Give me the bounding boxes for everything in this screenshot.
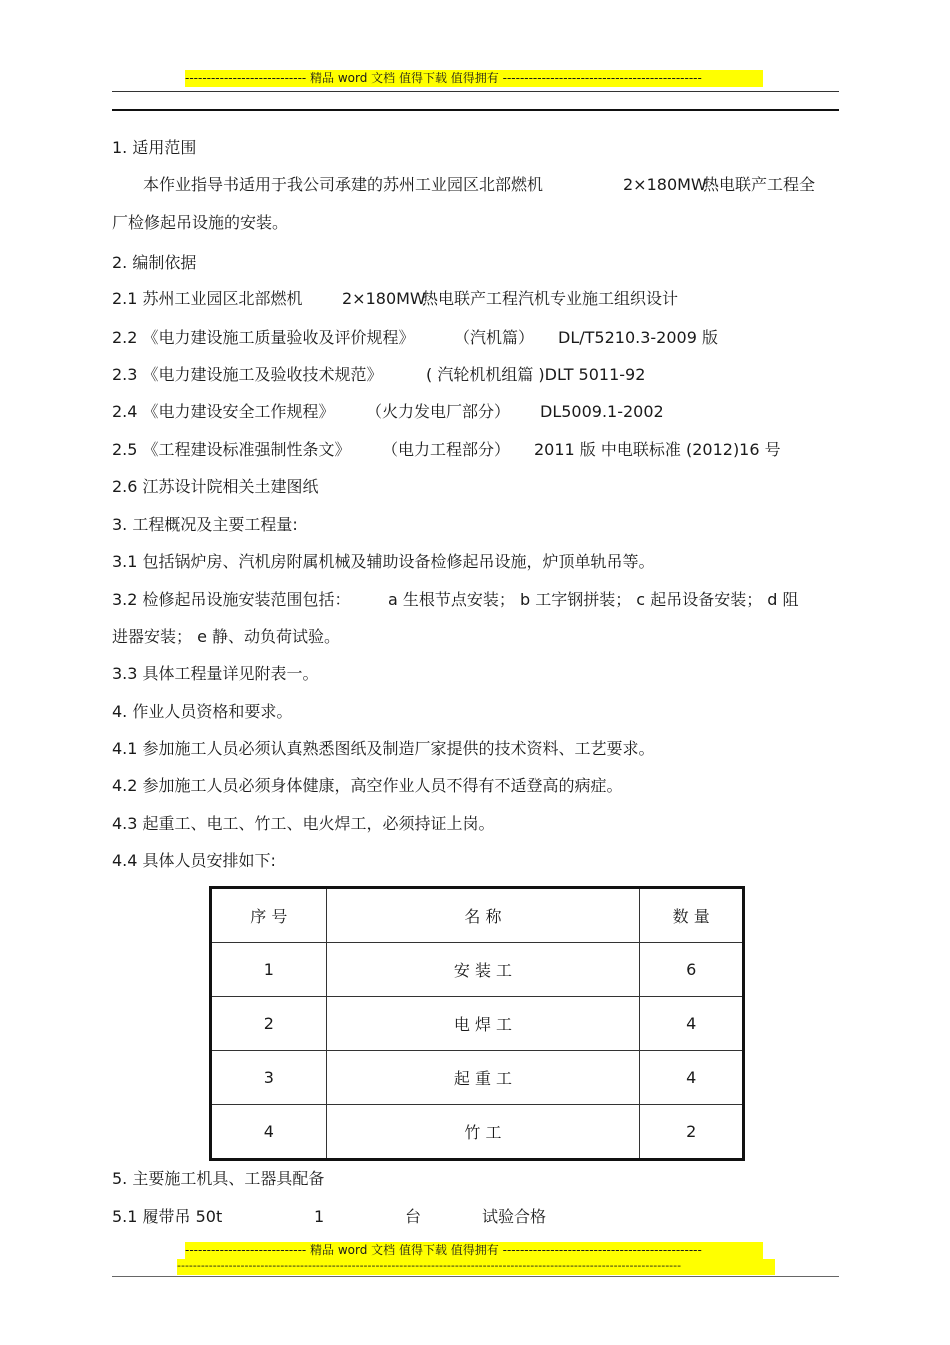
item-3-2-continued: 进器安装； e 静、动负荷试验。 <box>112 627 341 646</box>
item-4-1: 4.1 参加施工人员必须认真熟悉图纸及制造厂家提供的技术资料、工艺要求。 <box>112 739 655 758</box>
table-row <box>211 1105 744 1160</box>
item-4-3: 4.3 起重工、电工、竹工、电火焊工，必须持证上岗。 <box>112 814 495 833</box>
table-row <box>211 997 744 1051</box>
table-cell: 2 <box>211 997 327 1051</box>
table-cell: 起 重 工 <box>326 1051 640 1105</box>
text-segment: ( 汽轮机机组篇 )DLT 5011-92 <box>426 365 646 384</box>
item-3-3: 3.3 具体工程量详见附表一。 <box>112 664 319 683</box>
header-rule-thin <box>112 91 839 92</box>
section-1-paragraph-line-2: 厂检修起吊设施的安装。 <box>112 213 289 232</box>
section-1-title: 1. 适用范围 <box>112 138 197 157</box>
table-cell: 4 <box>211 1105 327 1160</box>
text-segment: （火力发电厂部分） <box>366 402 511 421</box>
text-segment: 1 <box>314 1207 325 1226</box>
text-segment: 2×180MW <box>623 175 707 194</box>
item-2-6: 2.6 江苏设计院相关土建图纸 <box>112 477 319 496</box>
header-rule-thick <box>112 109 839 111</box>
table-cell: 4 <box>640 997 744 1051</box>
table-cell: 安 装 工 <box>326 943 640 997</box>
text-segment: 2.4 《电力建设安全工作规程》 <box>112 402 335 421</box>
item-4-4: 4.4 具体人员安排如下: <box>112 851 276 870</box>
table-cell: 竹 工 <box>326 1105 640 1160</box>
footer-rule <box>112 1276 839 1277</box>
footer-banner: ---------------------------- 精品 word 文档 值得下载 值得拥有 ---------------------------------------------- <box>185 1242 763 1259</box>
text-segment: 3.2 检修起吊设施安装范围包括： <box>112 590 351 609</box>
table-cell: 2 <box>640 1105 744 1160</box>
staff-table <box>209 886 745 1161</box>
text-segment: 台 <box>405 1207 422 1226</box>
section-5-title: 5. 主要施工机具、工器具配备 <box>112 1169 325 1188</box>
table-row <box>211 1051 744 1105</box>
text-segment: （汽机篇） <box>454 328 535 347</box>
text-segment: 2.2 《电力建设施工质量验收及评价规程》 <box>112 328 415 347</box>
table-cell: 4 <box>640 1051 744 1105</box>
text-segment: 2×180MW <box>342 289 426 308</box>
section-2-title: 2. 编制依据 <box>112 253 197 272</box>
text-segment: DL5009.1-2002 <box>540 402 664 421</box>
text-segment: 5.1 履带吊 50t <box>112 1207 223 1226</box>
text-segment: 热电联产工程汽机专业施工组织设计 <box>422 289 679 308</box>
text-segment: 2.5 《工程建设标准强制性条文》 <box>112 440 351 459</box>
text-segment: （电力工程部分） <box>382 440 511 459</box>
table-cell: 6 <box>640 943 744 997</box>
text-segment: DL/T5210.3-2009 版 <box>558 328 718 347</box>
item-3-1: 3.1 包括锅炉房、汽机房附属机械及辅助设备检修起吊设施，炉顶单轨吊等。 <box>112 552 655 571</box>
header-banner: ---------------------------- 精品 word 文档 值得下载 值得拥有 ---------------------------------------------- <box>185 70 763 87</box>
footer-dashes: ------------------------------------------------------------------------------------------------------------------------------- <box>177 1259 775 1275</box>
section-4-title: 4. 作业人员资格和要求。 <box>112 702 293 721</box>
table-cell: 1 <box>211 943 327 997</box>
table-cell: 电 焊 工 <box>326 997 640 1051</box>
table-cell: 3 <box>211 1051 327 1105</box>
table-row <box>211 943 744 997</box>
column-header: 名 称 <box>326 888 640 943</box>
text-segment: a 生根节点安装； b 工字钢拼装； c 起吊设备安装； d 阻 <box>388 590 799 609</box>
column-header: 数 量 <box>640 888 744 943</box>
text-segment: 热电联产工程全 <box>703 175 816 194</box>
section-3-title: 3. 工程概况及主要工程量: <box>112 515 298 534</box>
item-4-2: 4.2 参加施工人员必须身体健康，高空作业人员不得有不适登高的病症。 <box>112 776 623 795</box>
text-segment: 2.3 《电力建设施工及验收技术规范》 <box>112 365 383 384</box>
column-header: 序 号 <box>211 888 327 943</box>
text-segment: 本作业指导书适用于我公司承建的苏州工业园区北部燃机 <box>143 175 544 194</box>
table-header-row <box>211 888 744 943</box>
text-segment: 2.1 苏州工业园区北部燃机 <box>112 289 303 308</box>
text-segment: 试验合格 <box>482 1207 547 1226</box>
text-segment: 2011 版 中电联标准 (2012)16 号 <box>534 440 781 459</box>
